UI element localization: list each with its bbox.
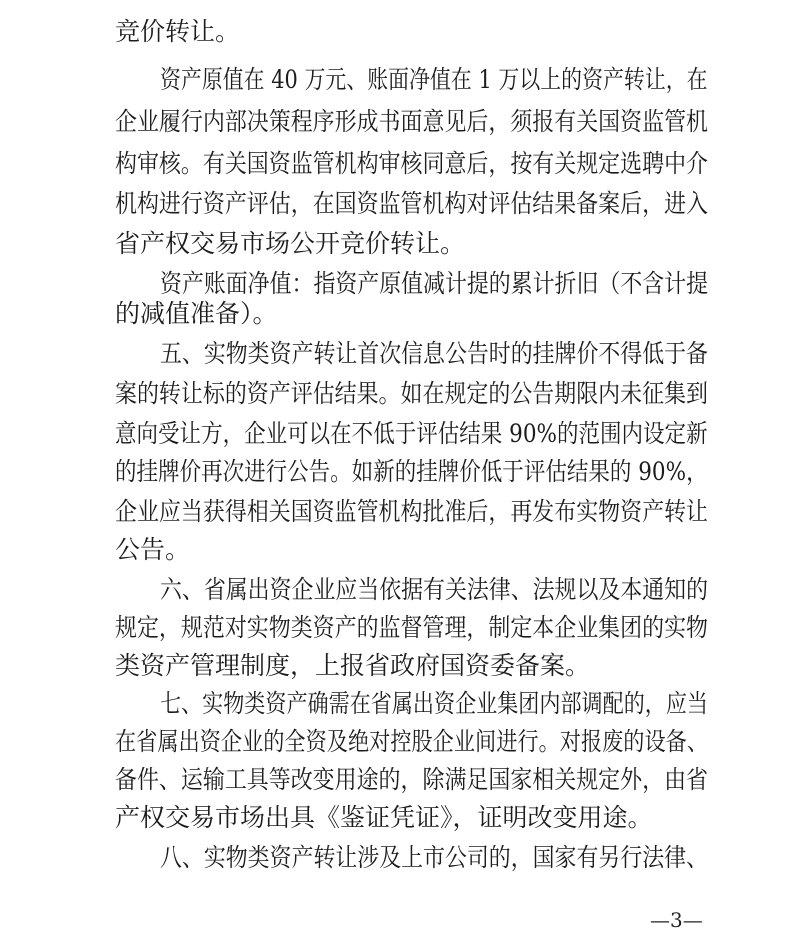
text-line: 备件、运输工具等改变用途的，除满足国家相关规定外，由省 [115, 765, 709, 794]
text-line: 案的转让标的资产评估结果。如在规定的公告期限内未征集到 [115, 379, 709, 408]
page-number: —3— [650, 908, 703, 932]
text-line: 在省属出资企业的全资及绝对控股企业间进行。对报废的设备、 [115, 727, 709, 756]
text-line: 六、省属出资企业应当依据有关法律、法规以及本通知的 [160, 575, 709, 604]
text-line: 省产权交易市场公开竞价转让。 [115, 229, 466, 258]
text-line: 八、实物类资产转让涉及上市公司的，国家有另行法律、 [160, 843, 709, 872]
text-line: 公告。 [115, 535, 191, 564]
text-line: 规定，规范对实物类资产的监督管理，制定本企业集团的实物 [115, 613, 709, 642]
text-line: 资产账面净值：指资产原值减计提的累计折旧（不含计提 [160, 269, 709, 298]
text-line: 的挂牌价再次进行公告。如新的挂牌价低于评估结果的 90%， [115, 457, 708, 486]
text-line: 机构进行资产评估，在国资监管机构对评估结果备案后，进入 [115, 189, 709, 218]
text-line: 构审核。有关国资监管机构审核同意后，按有关规定选聘中介 [115, 149, 709, 178]
text-line: 资产原值在 40 万元、账面净值在 1 万以上的资产转让，在 [160, 65, 708, 94]
text-line: 竞价转让。 [115, 17, 241, 46]
text-line: 的减值准备）。 [115, 299, 278, 328]
text-line: 企业应当获得相关国资监管机构批准后，再发布实物资产转让 [115, 497, 709, 526]
text-line: 意向受让方，企业可以在不低于评估结果 90%的范围内设定新 [115, 419, 708, 448]
text-line: 七、实物类资产确需在省属出资企业集团内部调配的，应当 [160, 689, 709, 718]
text-line: 五、实物类资产转让首次信息公告时的挂牌价不得低于备 [160, 339, 709, 368]
text-line: 产权交易市场出具《鉴证凭证》，证明改变用途。 [115, 803, 653, 832]
text-line: 企业履行内部决策程序形成书面意见后，须报有关国资监管机 [115, 107, 709, 136]
text-line: 类资产管理制度，上报省政府国资委备案。 [115, 651, 591, 680]
